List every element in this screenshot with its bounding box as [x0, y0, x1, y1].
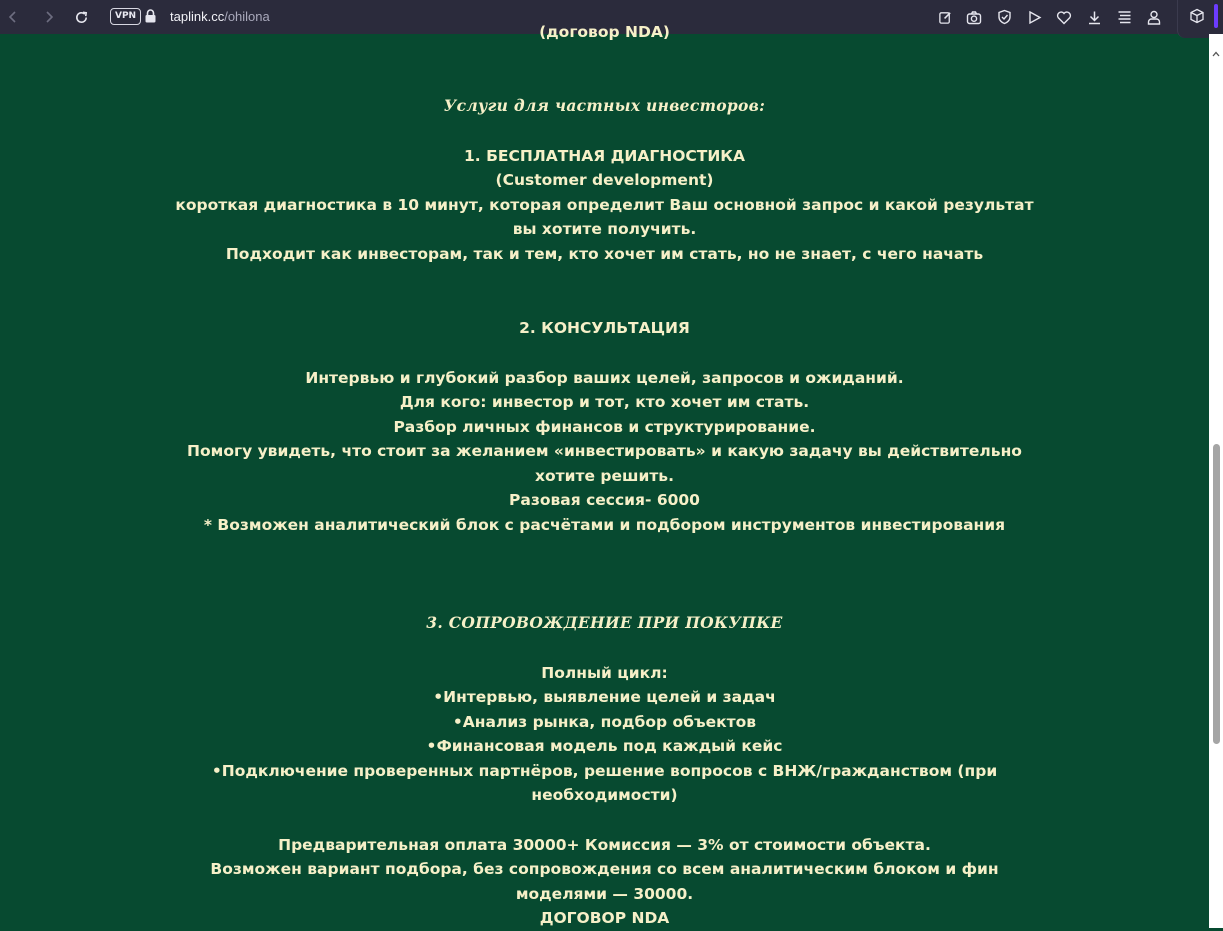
section-2-line: Для кого: инвестор и тот, кто хочет им стать.	[399, 393, 810, 411]
section-1-line: Подходит как инвесторам, так и тем, кто хочет им стать, но не знает, с чего начать	[225, 245, 984, 263]
vertical-scrollbar[interactable]	[1209, 34, 1223, 928]
section-1-title: 1. БЕСПЛАТНАЯ ДИАГНОСТИКА	[464, 147, 745, 165]
url-path: /ohilona	[224, 9, 270, 24]
section-1-line: (Customer development)	[495, 171, 714, 189]
scrollbar-thumb[interactable]	[1213, 444, 1220, 744]
section-3-pricing-line: Возможен вариант подбора, без сопровождения со всем аналитическим блоком и фин	[210, 860, 999, 878]
sidebar-accent-bar	[1214, 4, 1218, 28]
url-host: taplink.cc	[170, 9, 225, 24]
section-2-note: * Возможен аналитический блок с расчётами и подбором инструментов инвестирования	[203, 516, 1006, 534]
vpn-badge[interactable]: VPN	[110, 8, 141, 25]
section-2-line: Помогу увидеть, что стоит за желанием «инвестировать» и какую задачу вы действительно	[187, 442, 1022, 460]
section-3-line: необходимости)	[531, 786, 678, 804]
section-2-title: 2. КОНСУЛЬТАЦИЯ	[519, 319, 690, 337]
section-3-pricing-line: моделями — 30000.	[515, 885, 694, 903]
section-1-line: вы хотите получить.	[512, 220, 697, 238]
section-3-line: •Анализ рынка, подбор объектов	[452, 713, 757, 731]
section-2-price: Разовая сессия- 6000	[509, 491, 700, 509]
section-3-title: 3. СОПРОВОЖДЕНИЕ ПРИ ПОКУПКЕ	[426, 613, 783, 632]
section-2-line: Интервью и глубокий разбор ваших целей, запросов и ожиданий.	[305, 369, 904, 387]
section-3-pricing-line: ДОГОВОР NDA	[539, 909, 670, 927]
services-heading: Услуги для частных инвесторов:	[443, 96, 766, 115]
section-1-line: короткая диагностика в 10 минут, которая определит Ваш основной запрос и какой результат	[175, 196, 1034, 214]
page-content	[0, 23, 1209, 928]
section-3-pricing-line: Предварительная оплата 30000+ Комиссия — 3% от стоимости объекта.	[278, 836, 931, 854]
cut-off-line: (договор NDA)	[539, 23, 670, 41]
section-3-line: •Подключение проверенных партнёров, решение вопросов с ВНЖ/гражданством (при	[211, 762, 998, 780]
scroll-up-arrow-icon[interactable]	[1212, 42, 1220, 61]
section-2-line: Разбор личных финансов и структурирование.	[393, 418, 816, 436]
section-3-line: •Интервью, выявление целей и задач	[433, 688, 776, 706]
section-2-line: хотите решить.	[535, 467, 674, 485]
section-3-line: Полный цикл:	[541, 664, 668, 682]
section-3-line: •Финансовая модель под каждый кейс	[426, 737, 783, 755]
